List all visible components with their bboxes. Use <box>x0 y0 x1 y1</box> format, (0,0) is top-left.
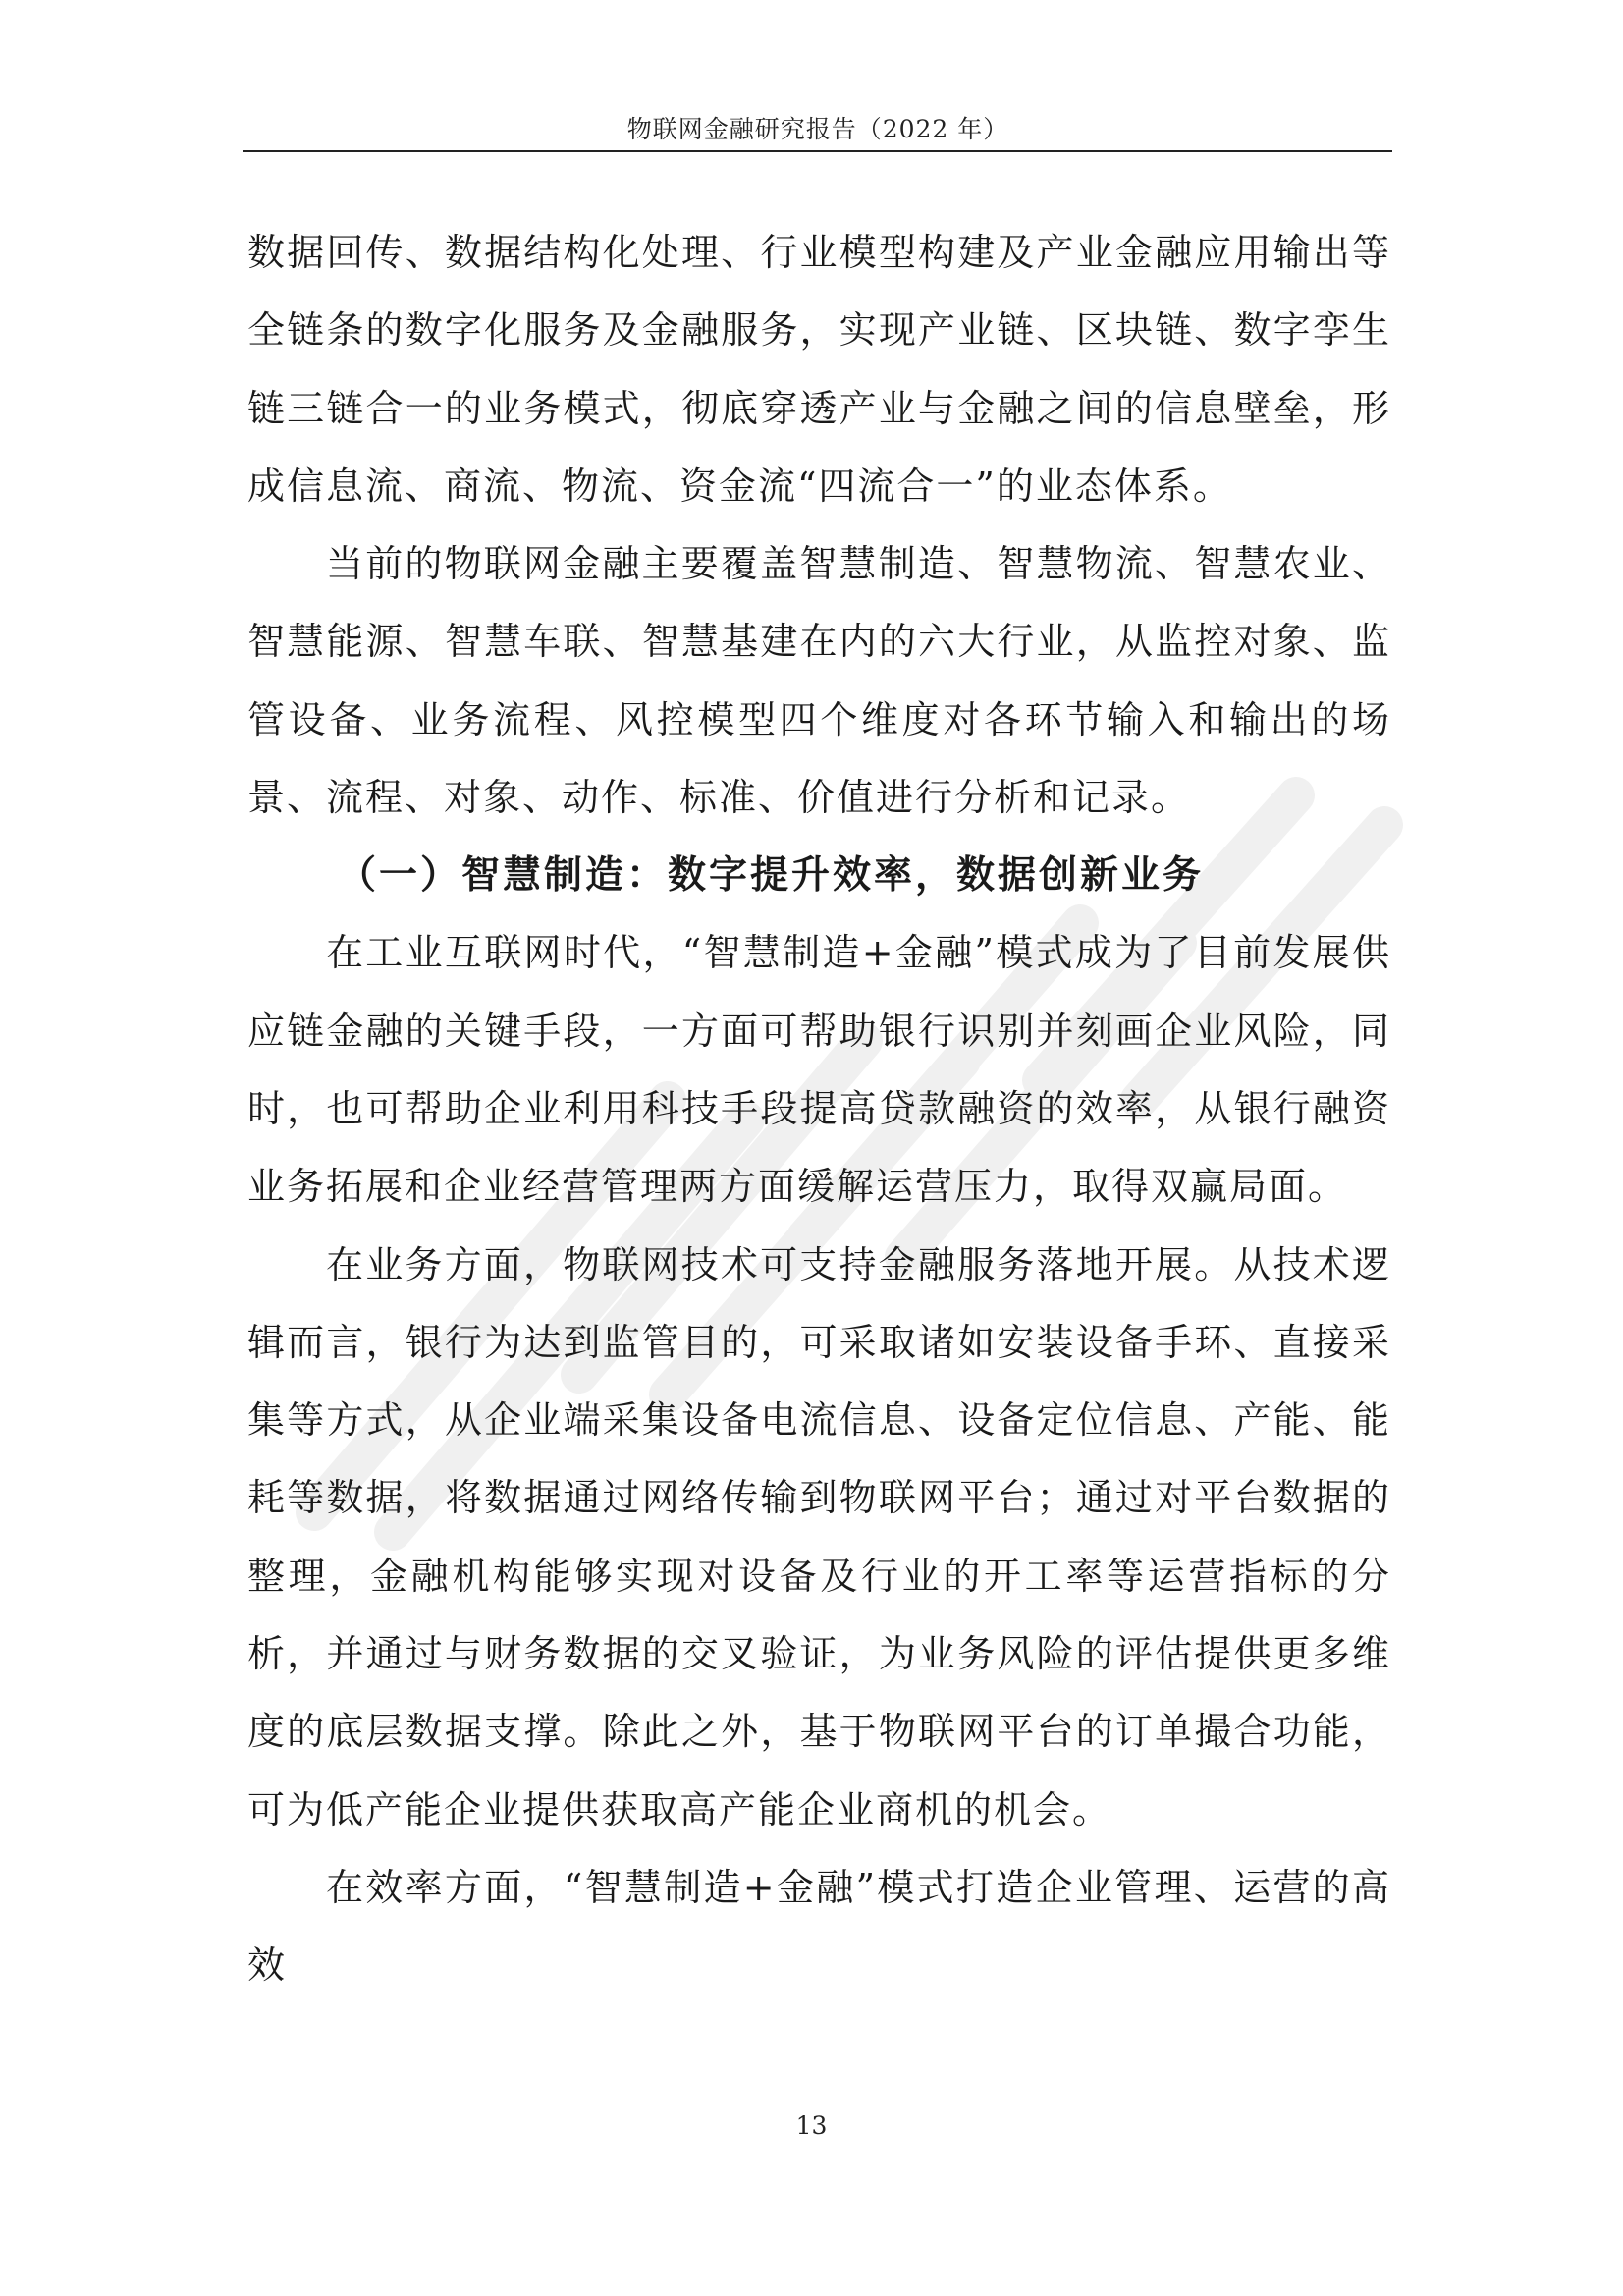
header-rule <box>243 150 1392 152</box>
body-text <box>247 214 1391 2005</box>
page-number: 13 <box>795 2111 828 2140</box>
paragraph: 在工业互联网时代，“智慧制造+金融”模式成为了目前发展供应链金融的关键手段，一方面可帮助银行识别并刻画企业风险，同时，也可帮助企业利用科技手段提高贷款融资的效率，从银行融资业务拓展和企业经营管理两方面缓解运营压力，取得双赢局面。 <box>247 931 1391 1209</box>
paragraph: 在效率方面，“智慧制造+金融”模式打造企业管理、运营的高效 <box>247 1865 1391 1988</box>
paragraph: 数据回传、数据结构化处理、行业模型构建及产业金融应用输出等全链条的数字化服务及金融服务，实现产业链、区块链、数字孪生链三链合一的业务模式，彻底穿透产业与金融之间的信息壁垒，形成信息流、商流、物流、资金流“四流合一”的业态体系。 <box>247 231 1391 508</box>
running-header: 物联网金融研究报告（2022 年） <box>626 115 1009 143</box>
paragraph: 当前的物联网金融主要覆盖智慧制造、智慧物流、智慧农业、智慧能源、智慧车联、智慧基建在内的六大行业，从监控对象、监管设备、业务流程、风控模型四个维度对各环节输入和输出的场景、流程、对象、动作、标准、价值进行分析和记录。 <box>247 542 1391 820</box>
paragraph: 在业务方面，物联网技术可支持金融服务落地开展。从技术逻辑而言，银行为达到监管目的，可采取诸如安装设备手环、直接采集等方式，从企业端采集设备电流信息、设备定位信息、产能、能耗等数据，将数据通过网络传输到物联网平台；通过对平台数据的整理，金融机构能够实现对设备及行业的开工率等运营指标的分析，并通过与财务数据的交叉验证，为业务风险的评估提供更多维度的底层数据支撑。除此之外，基于物联网平台的订单撮合功能，可为低产能企业提供获取高产能企业商机的机会。 <box>247 1242 1391 1831</box>
section-heading: （一）智慧制造：数字提升效率，数据创新业务 <box>338 853 1205 899</box>
